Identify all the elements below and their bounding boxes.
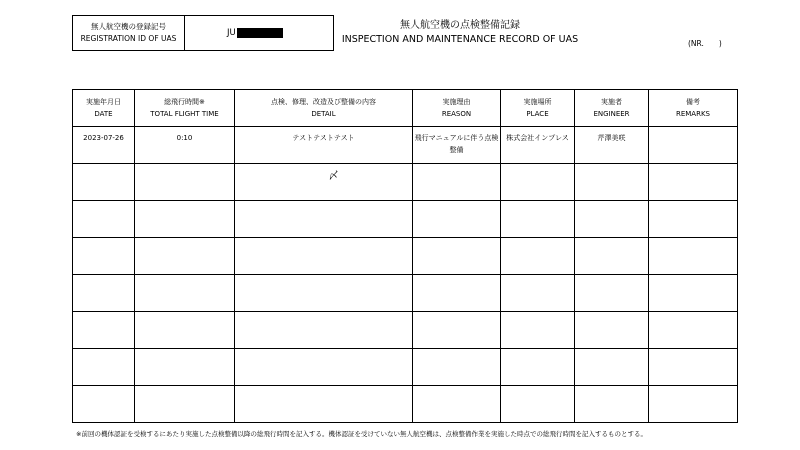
empty-cell xyxy=(73,275,135,312)
empty-cell xyxy=(649,201,738,238)
empty-cell xyxy=(235,275,413,312)
empty-cell xyxy=(649,386,738,423)
empty-cell xyxy=(501,201,575,238)
registration-id-text: JU xyxy=(227,28,236,38)
empty-cell xyxy=(135,349,235,386)
cell-reason: 飛行マニュアルに伴う点検整備 xyxy=(413,127,501,164)
empty-cell xyxy=(501,349,575,386)
empty-cell xyxy=(73,238,135,275)
cell-remarks xyxy=(649,127,738,164)
empty-cell xyxy=(135,275,235,312)
empty-cell xyxy=(73,164,135,201)
table-row xyxy=(73,164,738,201)
empty-cell xyxy=(575,275,649,312)
document-title xyxy=(341,19,579,47)
empty-cell xyxy=(73,312,135,349)
cell-date: 2023-07-26 xyxy=(73,127,135,164)
table-row xyxy=(73,238,738,275)
empty-cell xyxy=(649,275,738,312)
table-row xyxy=(73,201,738,238)
table-row xyxy=(73,312,738,349)
title-en: INSPECTION AND MAINTENANCE RECORD OF UAS xyxy=(341,34,579,45)
empty-cell xyxy=(413,312,501,349)
cell-place: 株式会社インプレス xyxy=(501,127,575,164)
empty-cell xyxy=(649,349,738,386)
empty-cell xyxy=(235,349,413,386)
registration-value xyxy=(185,16,333,50)
cell-flight-time: 0:10 xyxy=(135,127,235,164)
empty-cell xyxy=(501,312,575,349)
empty-cell xyxy=(135,238,235,275)
empty-cell xyxy=(575,164,649,201)
empty-cell xyxy=(135,312,235,349)
empty-cell xyxy=(413,164,501,201)
empty-cell xyxy=(575,201,649,238)
registration-label-en: REGISTRATION ID OF UAS xyxy=(80,34,177,43)
handwritten-mark: 〆 xyxy=(328,171,339,182)
empty-cell xyxy=(413,275,501,312)
header-row xyxy=(73,90,738,127)
empty-cell xyxy=(649,312,738,349)
cell-detail: テストテストテスト xyxy=(235,127,413,164)
col-header-place: 実施場所 PLACE xyxy=(501,90,575,127)
table-row xyxy=(73,127,738,164)
table-row xyxy=(73,386,738,423)
col-header-flight-time: 総飛行時間※ TOTAL FLIGHT TIME xyxy=(135,90,235,127)
empty-cell xyxy=(73,349,135,386)
empty-cell xyxy=(501,164,575,201)
empty-cell xyxy=(235,312,413,349)
footnote: ※前回の機体認証を受検するにあたり実施した点検整備以降の総飛行時間を記入する。機体認証を受けていない無人航空機は、点検整備作業を実施した時点での総飛行時間を記入するものとする。 xyxy=(76,430,647,438)
empty-cell xyxy=(413,201,501,238)
col-header-remarks: 備考 REMARKS xyxy=(649,90,738,127)
redaction-bar xyxy=(237,28,283,38)
col-header-date: 実施年月日 DATE xyxy=(73,90,135,127)
empty-cell xyxy=(575,349,649,386)
empty-cell xyxy=(649,238,738,275)
empty-cell xyxy=(501,275,575,312)
empty-cell xyxy=(73,201,135,238)
record-number: (NR. ) xyxy=(688,39,722,48)
empty-cell xyxy=(235,201,413,238)
empty-cell xyxy=(73,386,135,423)
registration-box xyxy=(72,15,334,51)
empty-cell xyxy=(501,386,575,423)
empty-cell xyxy=(649,164,738,201)
table-row xyxy=(73,349,738,386)
empty-cell xyxy=(135,164,235,201)
title-ja: 無人航空機の点検整備記録 xyxy=(400,20,520,31)
col-header-reason: 実施理由 REASON xyxy=(413,90,501,127)
empty-cell xyxy=(501,238,575,275)
registration-label xyxy=(73,16,185,50)
empty-cell xyxy=(135,386,235,423)
empty-cell xyxy=(135,201,235,238)
table-row xyxy=(73,275,738,312)
cell-mark xyxy=(235,164,413,201)
empty-cell xyxy=(575,386,649,423)
cell-engineer: 芹澤美咲 xyxy=(575,127,649,164)
maintenance-log-table xyxy=(72,89,738,423)
empty-cell xyxy=(575,238,649,275)
empty-cell xyxy=(413,349,501,386)
empty-cell xyxy=(235,238,413,275)
empty-cell xyxy=(413,386,501,423)
empty-cell xyxy=(235,386,413,423)
registration-label-ja: 無人航空機の登録記号 xyxy=(91,22,166,31)
col-header-detail: 点検、修理、改造及び整備の内容 DETAIL xyxy=(235,90,413,127)
col-header-engineer: 実施者 ENGINEER xyxy=(575,90,649,127)
empty-cell xyxy=(575,312,649,349)
empty-cell xyxy=(413,238,501,275)
